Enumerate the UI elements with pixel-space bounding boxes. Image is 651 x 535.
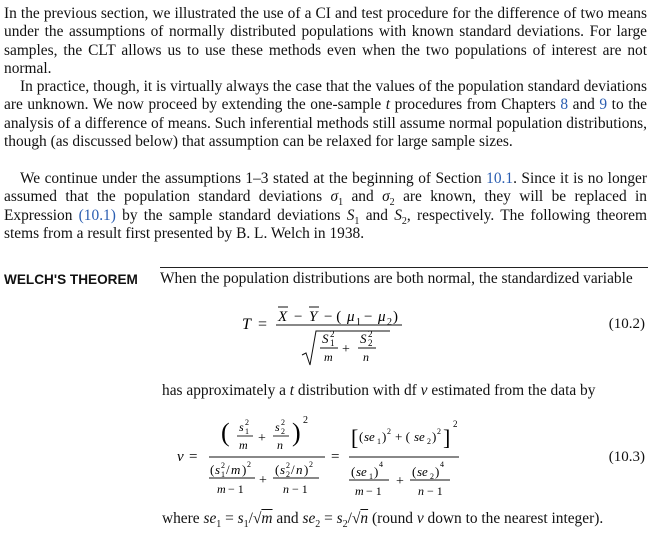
equation-10-2-number: (10.2) — [608, 316, 645, 332]
svg-text:2: 2 — [430, 472, 434, 481]
svg-text:se: se — [414, 429, 425, 444]
section-10-1-link[interactable]: 10.1 — [486, 170, 514, 187]
svg-text:2: 2 — [245, 418, 249, 427]
chapter-8-link[interactable]: 8 — [560, 96, 569, 114]
svg-text:m: m — [217, 482, 226, 496]
svg-text:2: 2 — [286, 470, 290, 479]
svg-text:+: + — [396, 474, 404, 489]
svg-text:2: 2 — [453, 419, 458, 429]
svg-text:): ) — [242, 462, 247, 477]
svg-text:m: m — [355, 484, 364, 498]
chapter-9-link[interactable]: 9 — [599, 96, 608, 114]
svg-text:[: [ — [351, 425, 359, 450]
theorem-where-text: where $se_1 = s_1/√m$ and $se_2 = s_2/√n$ (round ν down to the nearest integer). — [162, 510, 604, 531]
svg-text:1: 1 — [377, 437, 381, 446]
svg-text:): ) — [393, 309, 398, 325]
svg-text:μ: μ — [378, 309, 386, 325]
equation-10-2 — [230, 295, 430, 375]
svg-text:X: X — [278, 309, 288, 325]
svg-text:s: s — [280, 462, 286, 477]
svg-text:T: T — [242, 316, 251, 333]
svg-text:Y: Y — [309, 309, 318, 325]
svg-text:(: ( — [210, 462, 215, 477]
svg-text:2: 2 — [368, 329, 373, 339]
svg-text:): ) — [435, 464, 440, 479]
equation-10-3 — [165, 405, 495, 505]
svg-text:(: ( — [221, 418, 230, 447]
svg-text:(: ( — [275, 462, 280, 477]
svg-text:2: 2 — [303, 415, 308, 426]
svg-text:2: 2 — [281, 418, 285, 427]
svg-text:n: n — [277, 438, 283, 452]
svg-text:2: 2 — [427, 437, 431, 446]
svg-text:=: = — [258, 316, 268, 333]
svg-text:− 1: − 1 — [427, 484, 443, 498]
svg-text:(: ( — [412, 464, 417, 479]
svg-text:−: − — [364, 309, 373, 325]
svg-text:+: + — [258, 431, 266, 446]
svg-text:ν: ν — [177, 449, 184, 465]
svg-text:/: / — [291, 462, 295, 477]
svg-text:−: − — [294, 309, 303, 325]
svg-text:): ) — [304, 462, 309, 477]
svg-text:2: 2 — [247, 460, 251, 469]
svg-text:+ (: + ( — [395, 429, 410, 444]
paragraph-3: We continue under the assumptions 1–3 stated at the beginning of Section 10.1. Since it is no longer assumed that the population standard deviations $\sigma_1$ and $\sigma_2$ are known, they will be replaced in Expression (10.1) by the sample standard deviations $S_1$ and $S_2$, respectively. The following theorem stems from a result first presented by B. L. Welch in 1938. — [4, 170, 647, 243]
svg-text:− 1: − 1 — [228, 482, 244, 496]
svg-text:=: = — [331, 449, 340, 465]
theorem-intro: When the population distributions are both normal, the standardized variable — [160, 270, 633, 287]
svg-text:1: 1 — [369, 472, 373, 481]
svg-text:μ: μ — [347, 309, 355, 325]
svg-text:+: + — [342, 342, 350, 357]
svg-text:]: ] — [443, 425, 451, 450]
svg-text:se: se — [356, 464, 367, 479]
equation-10-3-number: (10.3) — [608, 449, 645, 465]
svg-text:s: s — [239, 420, 244, 434]
svg-text:2: 2 — [330, 329, 335, 339]
svg-text:1: 1 — [221, 470, 225, 479]
svg-text:− 1: − 1 — [292, 482, 308, 496]
svg-text:s: s — [275, 420, 280, 434]
svg-text:1: 1 — [245, 427, 249, 436]
svg-text:): ) — [432, 429, 437, 444]
svg-text:n: n — [296, 462, 303, 477]
theorem-title: WELCH'S THEOREM — [4, 272, 138, 287]
svg-text:2: 2 — [368, 338, 373, 348]
svg-text:(: ( — [359, 429, 364, 444]
svg-text:2: 2 — [281, 427, 285, 436]
svg-text:+: + — [259, 473, 267, 488]
svg-text:n: n — [363, 350, 369, 364]
svg-text:s: s — [215, 462, 221, 477]
svg-text:): ) — [292, 418, 301, 447]
svg-text:4: 4 — [379, 460, 383, 469]
paragraph-2: In practice, though, it is virtually always the case that the values of the population standard deviations are unknown. We now proceed by extending the one-sample t procedures from Chapters 8 and 9 to the analysis of a difference of means. Such inferential methods still assume normal population distributions, though (as discussed below) that assumption can be relaxed for large sample sizes. — [4, 78, 647, 151]
svg-text:m: m — [239, 438, 248, 452]
svg-text:): ) — [374, 464, 379, 479]
theorem-middle-text: has approximately a t distribution with df ν estimated from the data by — [162, 382, 596, 399]
svg-text:− (: − ( — [324, 309, 342, 325]
svg-text:1: 1 — [330, 338, 335, 348]
svg-text:): ) — [382, 429, 387, 444]
expression-10-1-link[interactable]: (10.1) — [78, 206, 116, 224]
svg-text:2: 2 — [387, 317, 392, 328]
svg-text:=: = — [189, 449, 198, 465]
svg-text:n: n — [283, 482, 289, 496]
svg-text:n: n — [418, 484, 424, 498]
theorem-rule — [160, 267, 648, 268]
svg-text:se: se — [417, 464, 428, 479]
svg-text:4: 4 — [440, 460, 444, 469]
svg-text:2: 2 — [437, 427, 441, 436]
svg-text:− 1: − 1 — [366, 484, 382, 498]
svg-text:2: 2 — [309, 460, 313, 469]
svg-text:(: ( — [351, 464, 356, 479]
svg-text:2: 2 — [221, 461, 225, 470]
svg-text:m: m — [231, 462, 241, 477]
svg-text:1: 1 — [356, 317, 361, 328]
svg-text:S: S — [360, 331, 367, 346]
svg-text:/: / — [226, 462, 230, 477]
paragraph-1: In the previous section, we illustrated the use of a CI and test procedure for the difference of two means under the assumptions of normally distributed populations with known standard deviations. For large samples, the CLT allows us to use these methods even when the two populations of interest are not normal. — [4, 5, 647, 78]
svg-text:m: m — [324, 350, 333, 364]
svg-text:se: se — [364, 429, 375, 444]
svg-text:2: 2 — [286, 461, 290, 470]
svg-text:2: 2 — [387, 427, 391, 436]
svg-text:S: S — [322, 331, 329, 346]
